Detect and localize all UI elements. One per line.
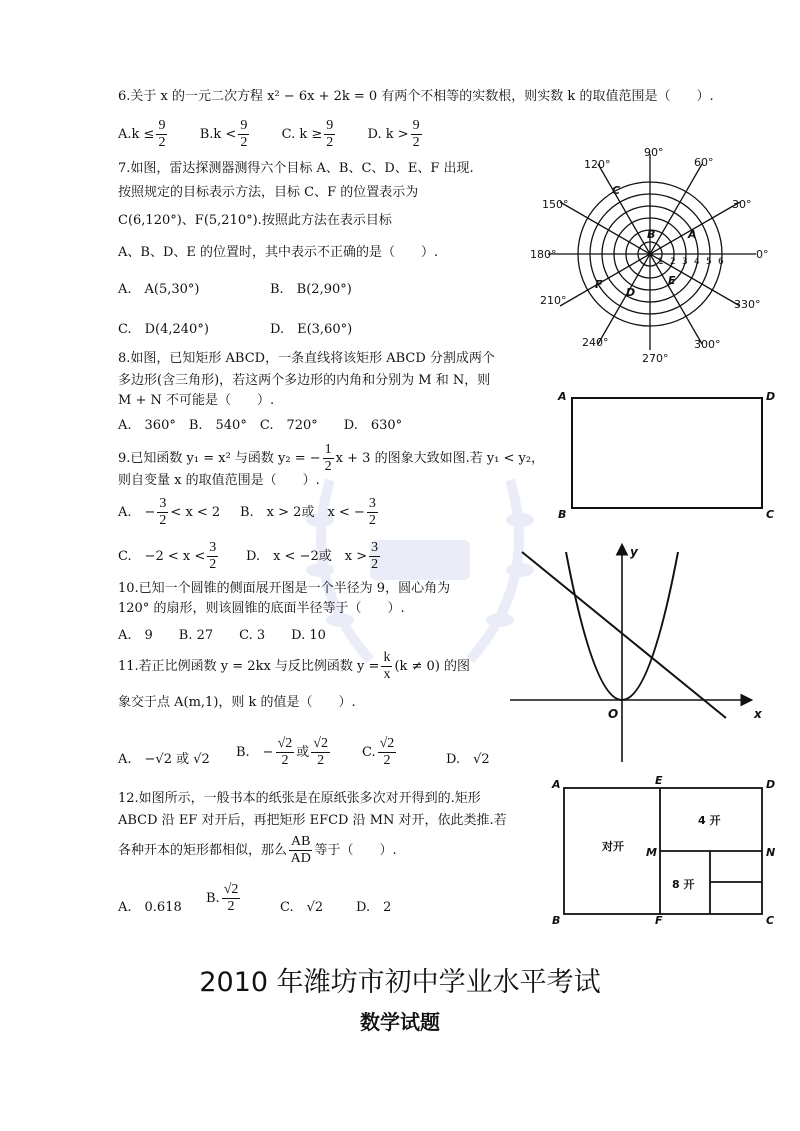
rect-label-d: D xyxy=(766,390,776,403)
q9-line2: 则自变量 x 的取值范围是（ ）. xyxy=(118,473,320,488)
radar-angle-60: 60° xyxy=(694,156,714,169)
q9-line1: 9.已知函数 y₁ = x² 与函数 y₂ = − $\frac{1}{2}$ x + 3 的图象大致如图.若 y₁ < y₂， xyxy=(118,442,545,474)
paper-label-f: F xyxy=(655,914,663,926)
radar-ring-5: 5 xyxy=(706,257,712,267)
q6-options xyxy=(118,118,424,151)
q11-option-c[interactable]: C. $\frac{√2}{2}$ xyxy=(362,736,395,768)
q8-line1: 8.如图，已知矩形 ABCD，一条直线将该矩形 ABCD 分割成两个 xyxy=(118,351,495,366)
paper-region-8kai: 8 开 xyxy=(672,878,695,891)
radar-angle-120: 120° xyxy=(584,158,611,171)
rectangle-abcd-diagram xyxy=(554,386,780,520)
q7-option-a[interactable]: A. A(5,30°) xyxy=(118,282,200,297)
paper-label-d: D xyxy=(766,778,776,791)
q7-option-c[interactable]: C. D(4,240°) xyxy=(118,322,209,337)
radar-ring-3: 3 xyxy=(682,257,688,267)
q12-option-b[interactable]: B. $\frac{√2}{2}$ xyxy=(206,882,239,914)
q6-option-b[interactable]: B.k < $\frac{9}{2}$ xyxy=(199,118,248,150)
paper-label-c: C xyxy=(766,914,775,926)
q7-option-b[interactable]: B. B(2,90°) xyxy=(270,282,352,297)
paper-label-a: A xyxy=(552,778,561,791)
paper-region-4kai: 4 开 xyxy=(698,814,721,827)
q12-option-a[interactable]: A. 0.618 xyxy=(118,900,182,915)
q6-option-c[interactable]: C. k ≥ $\frac{9}{2}$ xyxy=(281,118,334,150)
q6-stem: 6.关于 x 的一元二次方程 x² − 6x + 2k = 0 有两个不相等的实数根，则实数 k 的取值范围是（ ）. xyxy=(118,89,714,104)
q6-option-a[interactable]: A.k ≤ $\frac{9}{2}$ xyxy=(118,118,166,150)
rect-label-a: A xyxy=(558,390,567,403)
radar-point-b: B xyxy=(647,228,656,241)
graph-label-y: y xyxy=(630,545,638,559)
q9-option-d[interactable]: D. x < −2或 x > $\frac{3}{2}$ xyxy=(246,540,379,572)
q10-line1: 10.已知一个圆锥的侧面展开图是一个半径为 9，圆心角为 xyxy=(118,581,451,596)
radar-ring-4: 4 xyxy=(694,257,700,267)
q9-option-a[interactable]: A. − $\frac{3}{2}$ < x < 2 xyxy=(118,496,221,528)
radar-angle-210: 210° xyxy=(540,294,567,307)
radar-point-f: F xyxy=(595,278,603,291)
radar-diagram xyxy=(528,142,778,367)
paper-label-n: N xyxy=(766,846,776,859)
q6-option-d[interactable]: D. k > $\frac{9}{2}$ xyxy=(367,118,420,150)
straight-line xyxy=(522,552,726,718)
q9-option-b[interactable]: B. x > 2或 x < − $\frac{3}{2}$ xyxy=(240,496,376,528)
q7-line1: 7.如图，雷达探测器测得六个目标 A、B、C、D、E、F 出现. xyxy=(118,161,474,176)
q11-option-d[interactable]: D. √2 xyxy=(446,752,490,767)
radar-angle-0: 0° xyxy=(756,248,769,261)
radar-angle-30: 30° xyxy=(732,198,752,211)
paper-label-e: E xyxy=(655,774,663,787)
radar-ring-2: 2 xyxy=(670,257,676,267)
radar-angle-90: 90° xyxy=(644,146,664,159)
q12-line1: 12.如图所示，一般书本的纸张是在原纸张多次对开得到的.矩形 xyxy=(118,791,481,806)
paper-label-b: B xyxy=(552,914,561,926)
q7-line2: 按照规定的目标表示方法，目标 C、F 的位置表示为 xyxy=(118,185,419,200)
radar-angle-300: 300° xyxy=(694,338,721,351)
paper-folding-diagram xyxy=(548,772,780,926)
paper-label-m: M xyxy=(646,846,657,859)
q8-line2: 多边形(含三角形)，若这两个多边形的内角和分别为 M 和 N，则 xyxy=(118,373,491,388)
q12-option-c[interactable]: C. √2 xyxy=(280,900,324,915)
radar-point-e: E xyxy=(668,274,676,287)
rect-label-c: C xyxy=(766,508,775,520)
graph-label-origin: O xyxy=(608,707,619,721)
q10-options[interactable]: A. 9 B. 27 C. 3 D. 10 xyxy=(118,628,326,643)
radar-point-c: C xyxy=(612,184,621,197)
q7-option-d[interactable]: D. E(3,60°) xyxy=(270,322,353,337)
q8-line3: M + N 不可能是（ ）. xyxy=(118,393,275,408)
function-graph xyxy=(510,538,772,764)
q11-line1: 11.若正比例函数 y = 2kx 与反比例函数 y = $\frac{k}{x}$ (k ≠ 0) 的图 xyxy=(118,650,471,682)
q12-line3: 各种开本的矩形都相似，那么 $\frac{AB}{AD}$ 等于（ ）. xyxy=(118,834,397,866)
radar-point-d: D xyxy=(626,286,636,299)
q10-line2: 120° 的扇形，则该圆锥的底面半径等于（ ）. xyxy=(118,601,405,616)
radar-angle-150: 150° xyxy=(542,198,569,211)
exam-subtitle: 数学试题 xyxy=(360,1010,440,1034)
q11-option-a[interactable]: A. −√2 或 √2 xyxy=(118,752,210,767)
radar-ring-1: 1 xyxy=(658,257,664,267)
radar-angle-240: 240° xyxy=(582,336,609,349)
q7-line3: C(6,120°)、F(5,210°).按照此方法在表示目标 xyxy=(118,213,392,228)
radar-angle-270: 270° xyxy=(642,352,669,365)
q11-option-b[interactable]: B. − $\frac{√2}{2}$ 或 $\frac{√2}{2}$ xyxy=(236,736,328,768)
graph-label-x: x xyxy=(754,707,762,721)
radar-ring-6: 6 xyxy=(718,257,724,267)
q7-line4: A、B、D、E 的位置时，其中表示不正确的是（ ）. xyxy=(118,245,439,260)
paper-region-duikai: 对开 xyxy=(602,840,624,853)
q11-line2: 象交于点 A(m,1)，则 k 的值是（ ）. xyxy=(118,695,356,710)
q12-line2: ABCD 沿 EF 对开后，再把矩形 EFCD 沿 MN 对开，依此类推.若 xyxy=(118,813,507,828)
q9-option-c[interactable]: C. −2 < x < $\frac{3}{2}$ xyxy=(118,540,217,572)
q8-options[interactable]: A. 360° B. 540° C. 720° D. 630° xyxy=(118,418,403,433)
radar-angle-180: 180° xyxy=(530,248,557,261)
radar-angle-330: 330° xyxy=(734,298,761,311)
radar-point-a: A xyxy=(688,228,697,241)
rect-label-b: B xyxy=(558,508,567,520)
q12-option-d[interactable]: D. 2 xyxy=(356,900,392,915)
exam-title: 2010 年潍坊市初中学业水平考试 xyxy=(199,967,601,998)
